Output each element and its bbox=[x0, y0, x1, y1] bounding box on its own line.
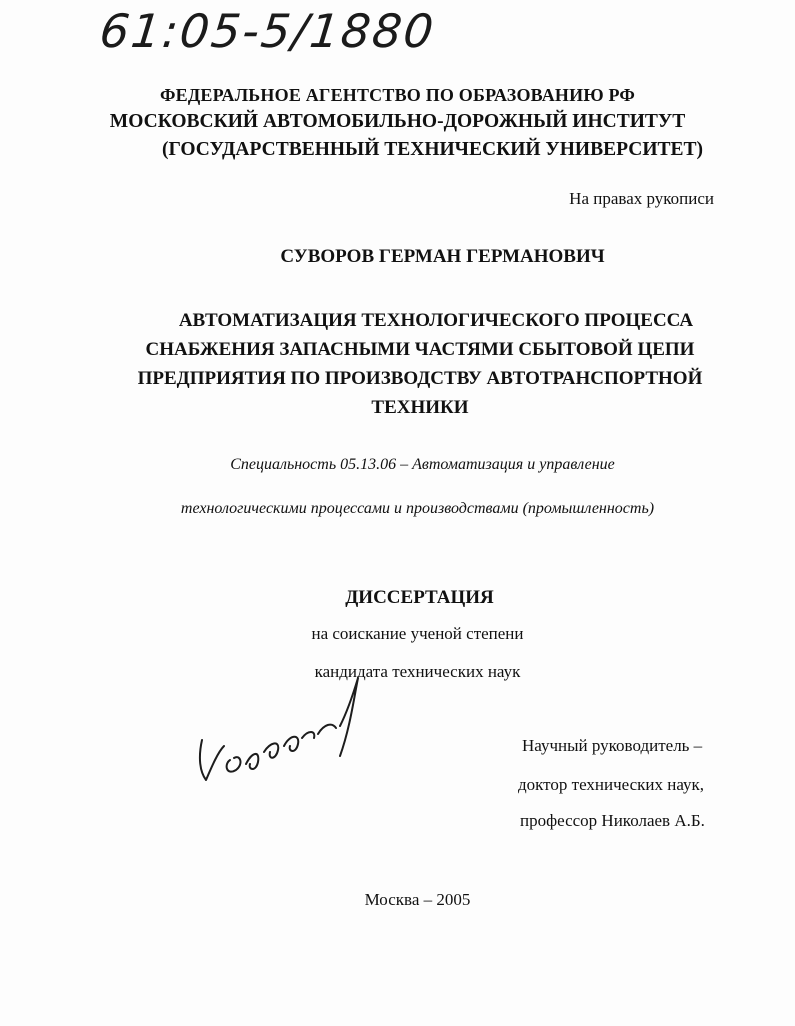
signature-handwritten bbox=[190, 668, 390, 788]
title-line: АВТОМАТИЗАЦИЯ ТЕХНОЛОГИЧЕСКОГО ПРОЦЕССА bbox=[178, 310, 694, 331]
specialty-line-1: Специальность 05.13.06 – Автоматизация и управление bbox=[230, 456, 615, 473]
degree-line-2: кандидата технических наук bbox=[314, 662, 521, 681]
city-year: Москва – 2005 bbox=[364, 890, 471, 909]
degree-line-1: на соискание ученой степени bbox=[311, 624, 524, 643]
institute-name: МОСКОВСКИЙ АВТОМОБИЛЬНО-ДОРОЖНЫЙ ИНСТИТУТ bbox=[109, 111, 686, 132]
title-line: ТЕХНИКИ bbox=[371, 397, 469, 418]
advisor-degree: доктор технических наук, bbox=[518, 775, 705, 794]
manuscript-number: 61:05-5/1880 bbox=[97, 4, 438, 58]
author-name: СУВОРОВ ГЕРМАН ГЕРМАНОВИЧ bbox=[280, 246, 605, 267]
advisor-role: Научный руководитель – bbox=[522, 736, 703, 755]
title-line: СНАБЖЕНИЯ ЗАПАСНЫМИ ЧАСТЯМИ СБЫТОВОЙ ЦЕПИ bbox=[145, 339, 695, 360]
advisor-name: профессор Николаев А.Б. bbox=[520, 811, 705, 830]
rights-note: На правах рукописи bbox=[569, 189, 714, 208]
document-type: ДИССЕРТАЦИЯ bbox=[345, 587, 494, 608]
dissertation-title bbox=[50, 306, 790, 422]
university-name: (ГОСУДАРСТВЕННЫЙ ТЕХНИЧЕСКИЙ УНИВЕРСИТЕТ) bbox=[161, 139, 703, 160]
title-line: ПРЕДПРИЯТИЯ ПО ПРОИЗВОДСТВУ АВТОТРАНСПОРТНОЙ bbox=[137, 368, 703, 389]
agency-name: ФЕДЕРАЛЬНОЕ АГЕНТСТВО ПО ОБРАЗОВАНИЮ РФ bbox=[159, 85, 636, 105]
specialty-line-2: технологическими процессами и производствами (промышленность) bbox=[180, 500, 655, 517]
